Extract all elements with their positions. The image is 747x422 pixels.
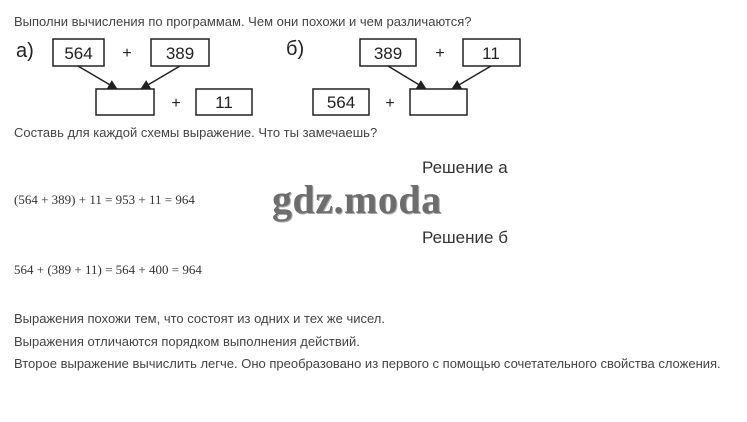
solution-a-expression: (564 + 389) + 11 = 953 + 11 = 964 — [14, 192, 195, 207]
scheme-a-box-4-value: 11 — [215, 93, 233, 112]
scheme-a-box-2-value: 389 — [165, 44, 195, 63]
scheme-b-result-box — [410, 89, 467, 115]
scheme-b-plus-1: + — [435, 45, 445, 62]
conclusion-line-3: Второе выражение вычислить легче. Оно преобразовано из первого с помощью сочетательного свойства сложения. — [14, 356, 721, 371]
scheme-a-arrow-1 — [78, 66, 117, 89]
scheme-b-arrow-1 — [388, 66, 426, 89]
task-followup: Составь для каждой схемы выражение. Что ты замечаешь? — [14, 125, 378, 140]
conclusion-line-2: Выражения отличаются порядком выполнения действий. — [14, 334, 360, 349]
scheme-b-box-1-value: 389 — [373, 44, 403, 63]
scheme-a-label: а) — [16, 40, 34, 62]
scheme-b-box-3-value: 564 — [326, 93, 356, 112]
conclusion-line-1: Выражения похожи тем, что состоят из одних и тех же чисел. — [14, 311, 385, 326]
watermark-logo: gdz.moda — [272, 177, 442, 222]
scheme-a-arrow-2 — [141, 66, 180, 89]
scheme-b-box-2-value: 11 — [482, 44, 500, 63]
solution-b-expression: 564 + (389 + 11) = 564 + 400 = 964 — [14, 262, 202, 277]
scheme-b-arrow-2 — [452, 66, 491, 89]
solution-a-heading: Решение а — [422, 158, 508, 177]
scheme-a-result-box — [96, 89, 154, 115]
scheme-b-plus-2: + — [385, 95, 395, 112]
scheme-a-plus-2: + — [171, 95, 181, 112]
scheme-a-plus-1: + — [122, 45, 132, 62]
scheme-b-label: б) — [286, 38, 305, 60]
task-intro: Выполни вычисления по программам. Чем они похожи и чем различаются? — [14, 14, 472, 29]
solution-b-heading: Решение б — [422, 228, 508, 247]
scheme-a-box-1-value: 564 — [64, 44, 93, 63]
